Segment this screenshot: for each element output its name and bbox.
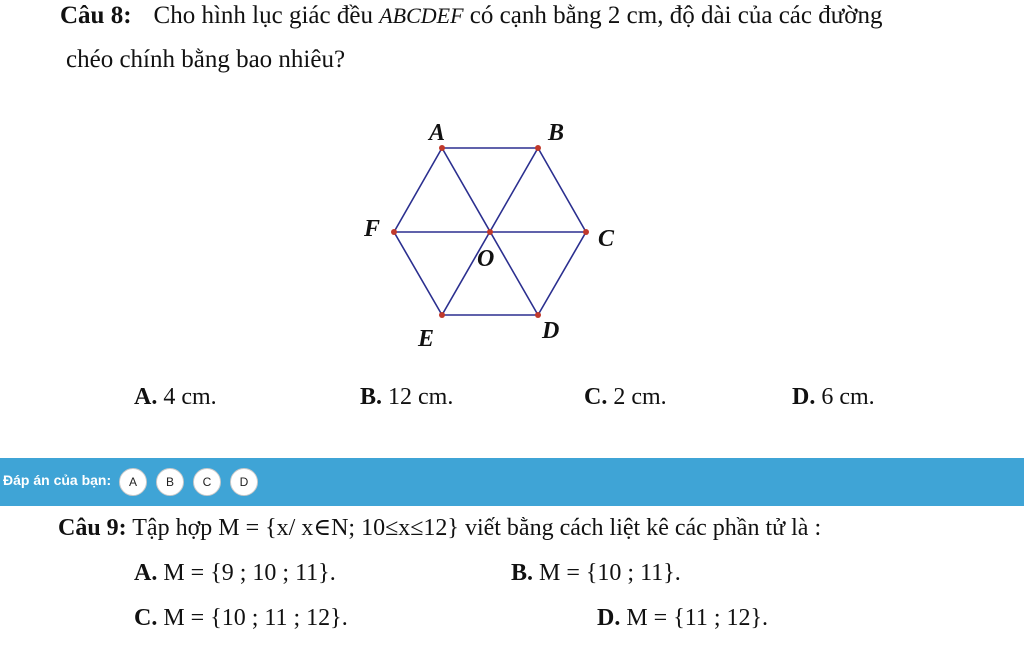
question-8-text-before: Cho hình lục giác đều: [153, 2, 373, 29]
label-B: B: [548, 120, 565, 146]
answer-choice-d[interactable]: D: [230, 468, 258, 496]
question-9-text: Tập hợp M = {x/ x∈N; 10≤x≤12} viết bằng cách liệt kê các phần tử là :: [132, 515, 822, 541]
point-O: [487, 229, 493, 235]
q8-option-c: C. 2 cm.: [584, 384, 667, 410]
question-8-stem-line2: chéo chính bằng bao nhiêu?: [66, 46, 346, 73]
point-E: [439, 312, 445, 318]
label-A: A: [429, 120, 446, 146]
label-D: D: [542, 318, 560, 344]
question-9-number: Câu 9:: [58, 515, 127, 541]
label-E: E: [418, 326, 435, 352]
q9-option-d: D. M = {11 ; 12}.: [597, 605, 769, 631]
point-D: [535, 312, 541, 318]
answer-choice-c[interactable]: C: [193, 468, 221, 496]
label-C: C: [598, 226, 615, 252]
point-F: [391, 229, 397, 235]
answer-bar: [0, 458, 1024, 506]
label-F: F: [364, 216, 381, 242]
answer-choice-a[interactable]: A: [119, 468, 147, 496]
point-B: [535, 145, 541, 151]
q9-option-a: A. M = {9 ; 10 ; 11}.: [134, 560, 336, 586]
q8-option-a: A. 4 cm.: [134, 384, 217, 410]
question-9-stem: [58, 513, 821, 542]
q9-option-c: C. M = {10 ; 11 ; 12}.: [134, 605, 348, 631]
q8-option-b: B. 12 cm.: [360, 384, 454, 410]
answer-bar-label: Đáp án của bạn:: [3, 472, 112, 488]
question-8-figure-name: ABCDEF: [379, 3, 464, 28]
question-8-text-after: có cạnh bằng 2 cm, độ dài của các đường: [469, 2, 883, 29]
q9-option-b: B. M = {10 ; 11}.: [511, 560, 681, 586]
question-8-stem: [60, 2, 883, 30]
hexagon-figure: [340, 105, 640, 355]
point-C: [583, 229, 589, 235]
label-O: O: [477, 246, 495, 272]
answer-choice-b[interactable]: B: [156, 468, 184, 496]
question-8-number: Câu 8:: [60, 2, 132, 29]
q8-option-d: D. 6 cm.: [792, 384, 875, 410]
